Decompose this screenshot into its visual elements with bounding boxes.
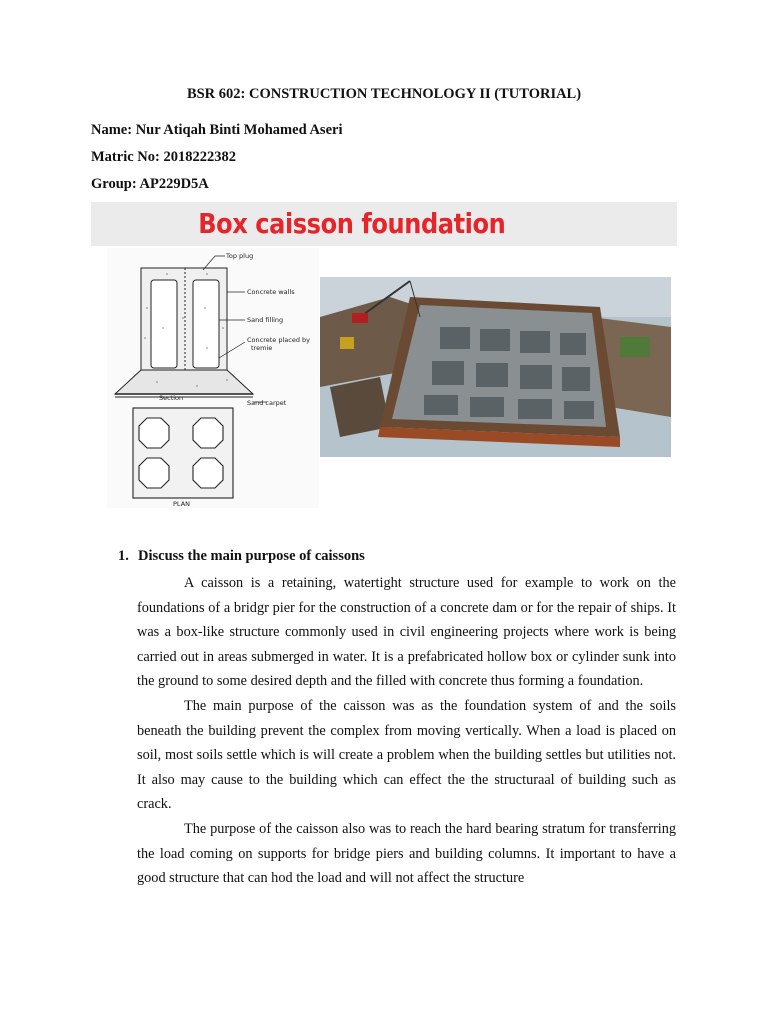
label-section: Section (159, 394, 184, 402)
paragraph: The main purpose of the caisson was as the foundation system of and the soils beneath the building prevent the complex from moving vertically. When a load is placed on soil, most soils settle which is will create a problem when the building settles but utilities not. It also may cause to the building which can effect the the structuraal of building such as crack. (137, 697, 676, 813)
section-number: 1. (118, 548, 129, 564)
paragraph: A caisson is a retaining, watertight structure used for example to work on the foundations of a bridgr pier for the construction of a concrete dam or for the repair of ships. It was a box-like structure commonly used in civil engineering projects where work is being carried out in areas submerged in water. It is a prefabricated hollow box or cylinder sunk into the ground to some desired depth and the filled with concrete thus forming a foundation. (137, 575, 676, 690)
student-name: Name: Nur Atiqah Binti Mohamed Aseri (91, 122, 343, 138)
label-plan: PLAN (173, 500, 190, 508)
section-heading-text: Discuss the main purpose of caissons (138, 548, 365, 564)
label-concrete-walls: Concrete walls (247, 288, 295, 296)
section-body (137, 571, 676, 891)
caisson-section-diagram (107, 248, 319, 508)
caisson-section-drawing (107, 248, 319, 508)
label-sand-carpet: Sand carpet (247, 399, 287, 407)
paragraph: The purpose of the caisson also was to reach the hard bearing stratum for transferring the load coming on supports for bridge piers and building columns. It important to have a good structure that can hod the load and will not affect the structure (137, 820, 676, 887)
figure-banner (91, 202, 677, 246)
caisson-construction-photo (320, 277, 671, 457)
label-top-plug: Top plug (226, 252, 254, 260)
label-sand-filling: Sand filling (247, 316, 284, 324)
label-tremie: tremie (251, 344, 273, 352)
caisson-photo-drawing (320, 277, 671, 457)
matric-number: Matric No: 2018222382 (91, 149, 236, 165)
label-concrete-placed: Concrete placed by (247, 336, 311, 344)
page-title: BSR 602: CONSTRUCTION TECHNOLOGY II (TUTORIAL) (186, 86, 582, 102)
group-code: Group: AP229D5A (91, 176, 209, 192)
banner-title: Box caisson foundation (198, 207, 506, 240)
section-heading (118, 548, 365, 565)
